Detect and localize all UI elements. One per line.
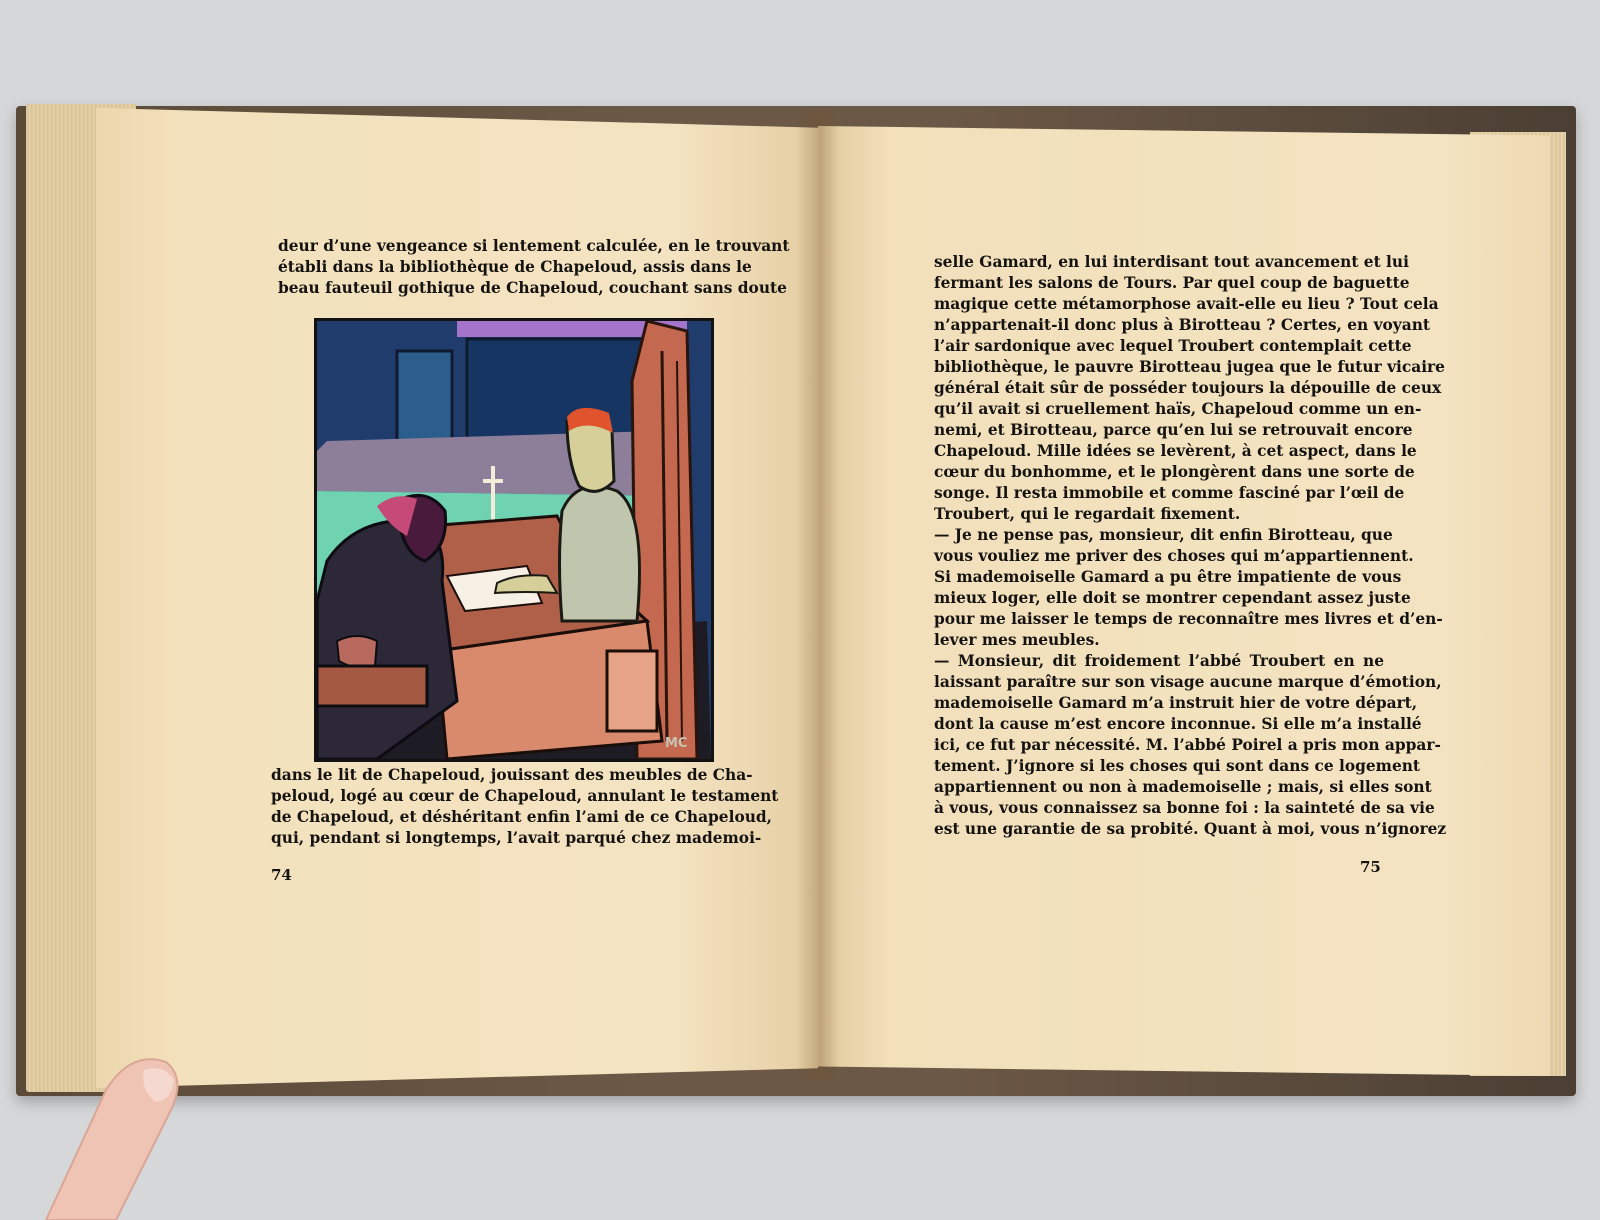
- text-line: l’air sardonique avec lequel Troubert contemplait cette: [934, 337, 1412, 355]
- text-line: nemi, et Birotteau, parce qu’en lui se retrouvait encore: [934, 421, 1413, 439]
- left-page-top-text: [278, 236, 790, 299]
- text-line: tement. J’ignore si les choses qui sont dans ce logement: [934, 757, 1421, 775]
- text-line: peloud, logé au cœur de Chapeloud, annulant le testament: [271, 787, 779, 805]
- text-line: magique cette métamorphose avait-elle eu lieu ? Tout cela: [934, 295, 1439, 313]
- illustration-shelf: [317, 431, 677, 496]
- text-line: appartiennent ou non à mademoiselle ; mais, si elles sont: [934, 778, 1432, 796]
- book-gutter: [796, 110, 840, 1080]
- text-line: Si mademoiselle Gamard a pu être impatiente de vous: [934, 568, 1402, 586]
- text-line: mieux loger, elle doit se montrer cependant assez juste: [934, 589, 1411, 607]
- text-line: dont la cause m’est encore inconnue. Si elle m’a installé: [934, 715, 1422, 733]
- text-line: est une garantie de sa probité. Quant à moi, vous n’ignorez: [934, 820, 1447, 838]
- text-line: bibliothèque, le pauvre Birotteau jugea que le futur vicaire: [934, 358, 1445, 376]
- text-line: selle Gamard, en lui interdisant tout avancement et lui: [934, 253, 1409, 271]
- text-line: à vous, vous connaissez sa bonne foi : la sainteté de sa vie: [934, 799, 1435, 817]
- text-line: laissant paraître sur son visage aucune marque d’émotion,: [934, 673, 1442, 691]
- illustration-shutter: [397, 351, 452, 446]
- text-line: mademoiselle Gamard m’a instruit hier de votre départ,: [934, 694, 1418, 712]
- text-line: lever mes meubles.: [934, 631, 1100, 649]
- text-line: — Monsieur, dit froidement l’abbé Troubert en ne: [934, 652, 1384, 670]
- text-line: Troubert, qui le regardait fixement.: [934, 505, 1241, 523]
- text-line: Chapeloud. Mille idées se levèrent, à cet aspect, dans le: [934, 442, 1417, 460]
- illustration-crucifix: [491, 466, 495, 528]
- text-line: fermant les salons de Tours. Par quel coup de baguette: [934, 274, 1410, 292]
- illustration-troubert: [560, 487, 640, 622]
- text-line: beau fauteuil gothique de Chapeloud, couchant sans doute: [278, 279, 787, 297]
- illustration-monogram: MC: [665, 736, 688, 751]
- right-page-text: [934, 252, 1447, 840]
- text-line: songe. Il resta immobile et comme fasciné par l’œil de: [934, 484, 1405, 502]
- woodcut-illustration: [314, 318, 714, 762]
- left-page-bottom-text: [271, 765, 779, 849]
- finger: [36, 1040, 186, 1220]
- page-number-left: 74: [271, 866, 292, 884]
- text-line: vous vouliez me priver des choses qui m’appartiennent.: [934, 547, 1414, 565]
- text-line: n’appartenait-il donc plus à Birotteau ? Certes, en voyant: [934, 316, 1431, 334]
- text-line: pour me laisser le temps de reconnaître mes livres et d’en-: [934, 610, 1443, 628]
- text-line: cœur du bonhomme, et le plongèrent dans une sorte de: [934, 463, 1415, 481]
- text-line: établi dans la bibliothèque de Chapeloud, assis dans le: [278, 258, 752, 276]
- illustration-window: [467, 339, 657, 439]
- text-line: général était sûr de posséder toujours la dépouille de ceux: [934, 379, 1442, 397]
- text-line: de Chapeloud, et déshéritant enfin l’ami de ce Chapeloud,: [271, 808, 773, 826]
- text-line: qui, pendant si longtemps, l’avait parqué chez mademoi-: [271, 829, 762, 847]
- illustration-artwork: [317, 321, 711, 759]
- text-line: qu’il avait si cruellement haïs, Chapeloud comme un en-: [934, 400, 1422, 418]
- text-line: dans le lit de Chapeloud, jouissant des meubles de Cha-: [271, 766, 753, 784]
- text-line: ici, ce fut par nécessité. M. l’abbé Poirel a pris mon appar-: [934, 736, 1441, 754]
- text-line: deur d’une vengeance si lentement calculée, en le trouvant: [278, 237, 790, 255]
- page-number-right: 75: [1360, 858, 1381, 876]
- text-line: — Je ne pense pas, monsieur, dit enfin Birotteau, que: [934, 526, 1393, 544]
